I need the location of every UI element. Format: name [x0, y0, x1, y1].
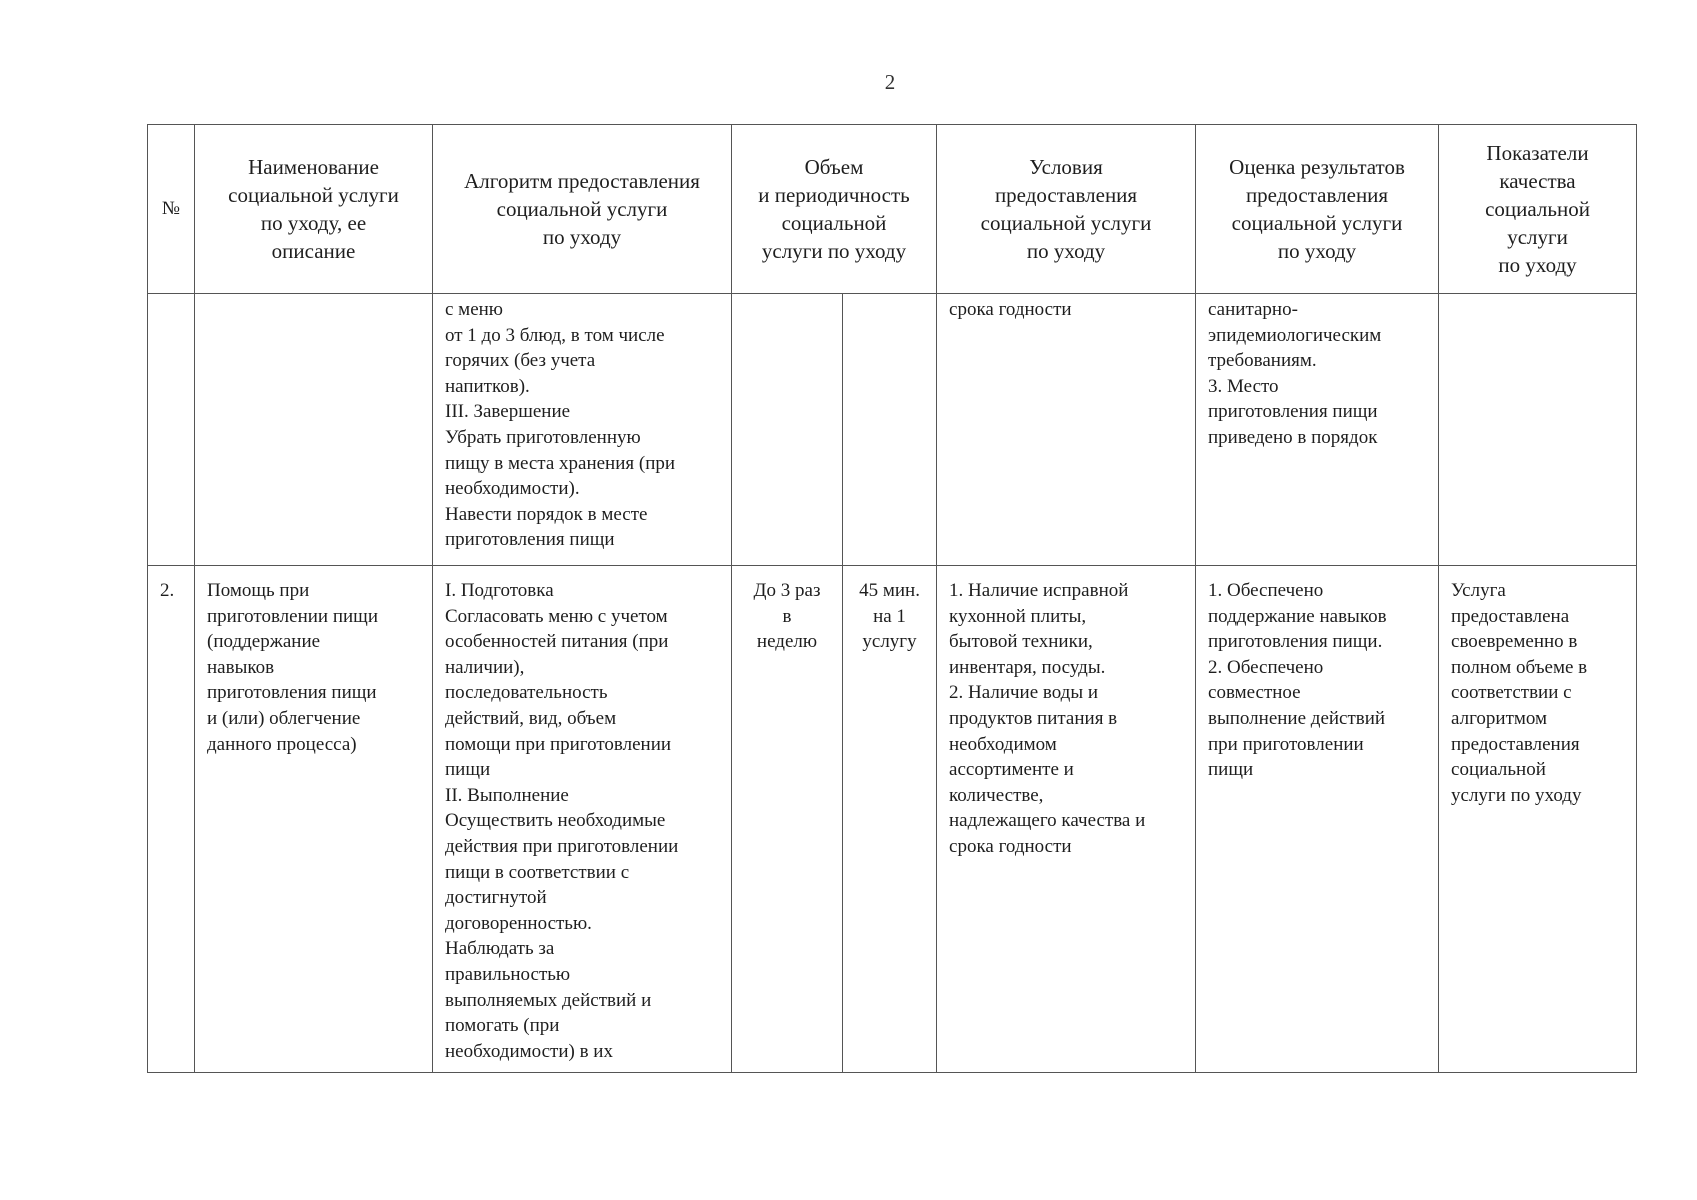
- cell-frequency: До 3 раз в неделю: [732, 566, 843, 1073]
- header-quality-indicators: Показатели качества социальной услуги по уходу: [1439, 125, 1637, 294]
- table-row: [148, 566, 1637, 1073]
- cell-duration: 45 мин. на 1 услугу: [843, 566, 937, 1073]
- cell-quality-indicators: [1439, 294, 1637, 566]
- cell-service-name: Помощь при приготовлении пищи (поддержание навыков приготовления пищи и (или) облегчение данного процесса): [195, 566, 433, 1073]
- cell-algorithm: I. Подготовка Согласовать меню с учетом особенностей питания (при наличии), последовательность действий, вид, объем помощи при приготовлении пищи II. Выполнение Осуществить необходимые действия при приготовлении пищи в соответствии с достигнутой договоренностью. Наблюдать за правильностью выполняемых действий и помогать (при необходимости) в их: [433, 566, 732, 1073]
- cell-service-name: [195, 294, 433, 566]
- cell-conditions: 1. Наличие исправной кухонной плиты, бытовой техники, инвентаря, посуды. 2. Наличие воды и продуктов питания в необходимом ассортименте и количестве, надлежащего качества и срока годности: [937, 566, 1196, 1073]
- table-row: [148, 294, 1637, 566]
- cell-number: [148, 294, 195, 566]
- cell-frequency: [732, 294, 843, 566]
- cell-algorithm: с меню от 1 до 3 блюд, в том числе горячих (без учета напитков). III. Завершение Убрать приготовленную пищу в места хранения (при необходимости). Навести порядок в месте приготовления пищи: [433, 294, 732, 566]
- header-algorithm: Алгоритм предоставления социальной услуги по уходу: [433, 125, 732, 294]
- header-number: №: [148, 125, 195, 294]
- table-header-row: [148, 125, 1637, 294]
- cell-evaluation: 1. Обеспечено поддержание навыков приготовления пищи. 2. Обеспечено совместное выполнение действий при приготовлении пищи: [1196, 566, 1439, 1073]
- header-service-name: Наименование социальной услуги по уходу, ее описание: [195, 125, 433, 294]
- header-volume-frequency: Объем и периодичность социальной услуги по уходу: [732, 125, 937, 294]
- cell-evaluation: санитарно- эпидемиологическим требованиям. 3. Место приготовления пищи приведено в порядок: [1196, 294, 1439, 566]
- cell-number: 2.: [148, 566, 195, 1073]
- cell-conditions: срока годности: [937, 294, 1196, 566]
- services-table: [147, 124, 1637, 1073]
- header-evaluation: Оценка результатов предоставления социальной услуги по уходу: [1196, 125, 1439, 294]
- cell-quality-indicators: Услуга предоставлена своевременно в полном объеме в соответствии с алгоритмом предоставления социальной услуги по уходу: [1439, 566, 1637, 1073]
- header-conditions: Условия предоставления социальной услуги по уходу: [937, 125, 1196, 294]
- page-number: 2: [884, 70, 896, 94]
- cell-duration: [843, 294, 937, 566]
